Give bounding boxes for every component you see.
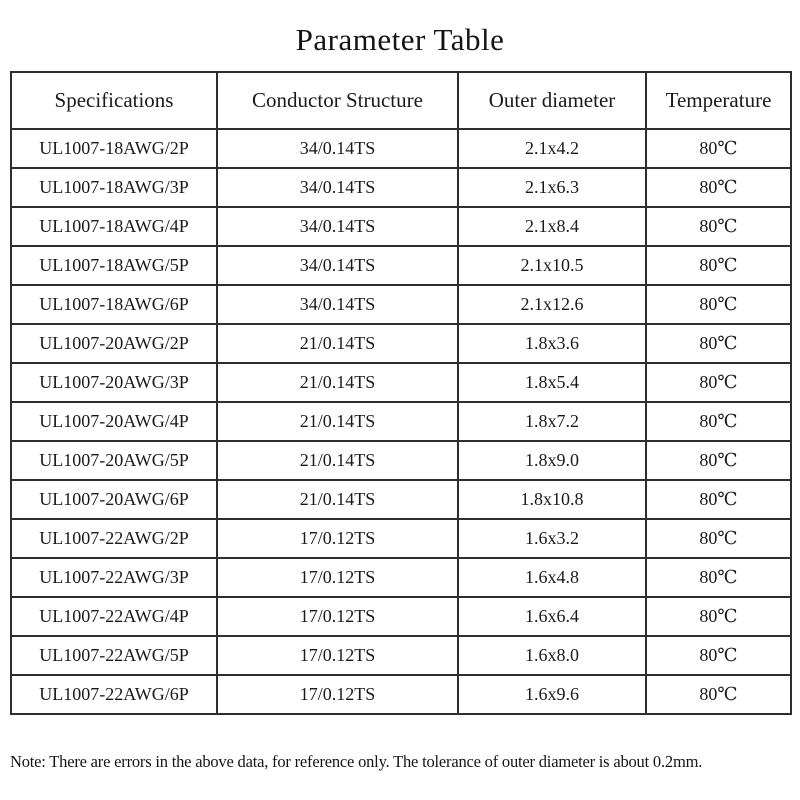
conductor-cell: 34/0.14TS xyxy=(217,207,458,246)
table-row xyxy=(11,324,791,363)
table-row xyxy=(11,363,791,402)
table-row xyxy=(11,285,791,324)
page-title: Parameter Table xyxy=(295,22,505,57)
diameter-cell: 1.8x3.6 xyxy=(458,324,646,363)
temperature-cell: 80℃ xyxy=(646,675,791,714)
table-row xyxy=(11,636,791,675)
temperature-cell: 80℃ xyxy=(646,246,791,285)
temperature-cell: 80℃ xyxy=(646,168,791,207)
diameter-cell: 2.1x4.2 xyxy=(458,129,646,168)
conductor-cell: 21/0.14TS xyxy=(217,441,458,480)
footnote: Note: There are errors in the above data, for reference only. The tolerance of outer diameter is about 0.2mm. xyxy=(10,752,703,771)
temperature-cell: 80℃ xyxy=(646,636,791,675)
conductor-cell: 21/0.14TS xyxy=(217,402,458,441)
conductor-cell: 34/0.14TS xyxy=(217,168,458,207)
conductor-cell: 34/0.14TS xyxy=(217,129,458,168)
temperature-cell: 80℃ xyxy=(646,441,791,480)
temperature-cell: 80℃ xyxy=(646,480,791,519)
table-row xyxy=(11,246,791,285)
table-row xyxy=(11,402,791,441)
spec-cell: UL1007-20AWG/6P xyxy=(11,480,217,519)
header-temperature: Temperature xyxy=(646,72,791,129)
spec-cell: UL1007-18AWG/4P xyxy=(11,207,217,246)
diameter-cell: 1.6x3.2 xyxy=(458,519,646,558)
conductor-cell: 21/0.14TS xyxy=(217,363,458,402)
conductor-cell: 21/0.14TS xyxy=(217,480,458,519)
spec-cell: UL1007-20AWG/3P xyxy=(11,363,217,402)
header-specifications: Specifications xyxy=(11,72,217,129)
conductor-cell: 21/0.14TS xyxy=(217,324,458,363)
spec-cell: UL1007-18AWG/6P xyxy=(11,285,217,324)
temperature-cell: 80℃ xyxy=(646,129,791,168)
spec-cell: UL1007-22AWG/6P xyxy=(11,675,217,714)
diameter-cell: 1.6x6.4 xyxy=(458,597,646,636)
header-outer-diameter: Outer diameter xyxy=(458,72,646,129)
table-row xyxy=(11,675,791,714)
spec-cell: UL1007-22AWG/4P xyxy=(11,597,217,636)
parameter-table xyxy=(10,71,792,715)
temperature-cell: 80℃ xyxy=(646,402,791,441)
diameter-cell: 1.6x9.6 xyxy=(458,675,646,714)
temperature-cell: 80℃ xyxy=(646,285,791,324)
diameter-cell: 2.1x6.3 xyxy=(458,168,646,207)
table-row xyxy=(11,441,791,480)
spec-cell: UL1007-20AWG/2P xyxy=(11,324,217,363)
spec-cell: UL1007-22AWG/5P xyxy=(11,636,217,675)
spec-cell: UL1007-18AWG/5P xyxy=(11,246,217,285)
spec-cell: UL1007-18AWG/3P xyxy=(11,168,217,207)
table-row xyxy=(11,558,791,597)
table-header xyxy=(11,72,791,129)
table-row xyxy=(11,207,791,246)
conductor-cell: 17/0.12TS xyxy=(217,675,458,714)
header-row xyxy=(11,72,791,129)
conductor-cell: 34/0.14TS xyxy=(217,285,458,324)
conductor-cell: 17/0.12TS xyxy=(217,519,458,558)
table-row xyxy=(11,129,791,168)
temperature-cell: 80℃ xyxy=(646,363,791,402)
conductor-cell: 17/0.12TS xyxy=(217,558,458,597)
table-row xyxy=(11,168,791,207)
diameter-cell: 2.1x8.4 xyxy=(458,207,646,246)
temperature-cell: 80℃ xyxy=(646,207,791,246)
diameter-cell: 1.8x9.0 xyxy=(458,441,646,480)
diameter-cell: 1.8x5.4 xyxy=(458,363,646,402)
spec-cell: UL1007-20AWG/4P xyxy=(11,402,217,441)
table-row xyxy=(11,519,791,558)
diameter-cell: 1.6x4.8 xyxy=(458,558,646,597)
diameter-cell: 2.1x10.5 xyxy=(458,246,646,285)
diameter-cell: 1.8x10.8 xyxy=(458,480,646,519)
table-row xyxy=(11,480,791,519)
spec-cell: UL1007-18AWG/2P xyxy=(11,129,217,168)
diameter-cell: 1.8x7.2 xyxy=(458,402,646,441)
spec-cell: UL1007-22AWG/3P xyxy=(11,558,217,597)
temperature-cell: 80℃ xyxy=(646,597,791,636)
table-row xyxy=(11,597,791,636)
diameter-cell: 1.6x8.0 xyxy=(458,636,646,675)
conductor-cell: 17/0.12TS xyxy=(217,636,458,675)
table-body xyxy=(11,129,791,714)
temperature-cell: 80℃ xyxy=(646,519,791,558)
temperature-cell: 80℃ xyxy=(646,324,791,363)
header-conductor-structure: Conductor Structure xyxy=(217,72,458,129)
spec-cell: UL1007-20AWG/5P xyxy=(11,441,217,480)
conductor-cell: 34/0.14TS xyxy=(217,246,458,285)
temperature-cell: 80℃ xyxy=(646,558,791,597)
spec-cell: UL1007-22AWG/2P xyxy=(11,519,217,558)
diameter-cell: 2.1x12.6 xyxy=(458,285,646,324)
conductor-cell: 17/0.12TS xyxy=(217,597,458,636)
